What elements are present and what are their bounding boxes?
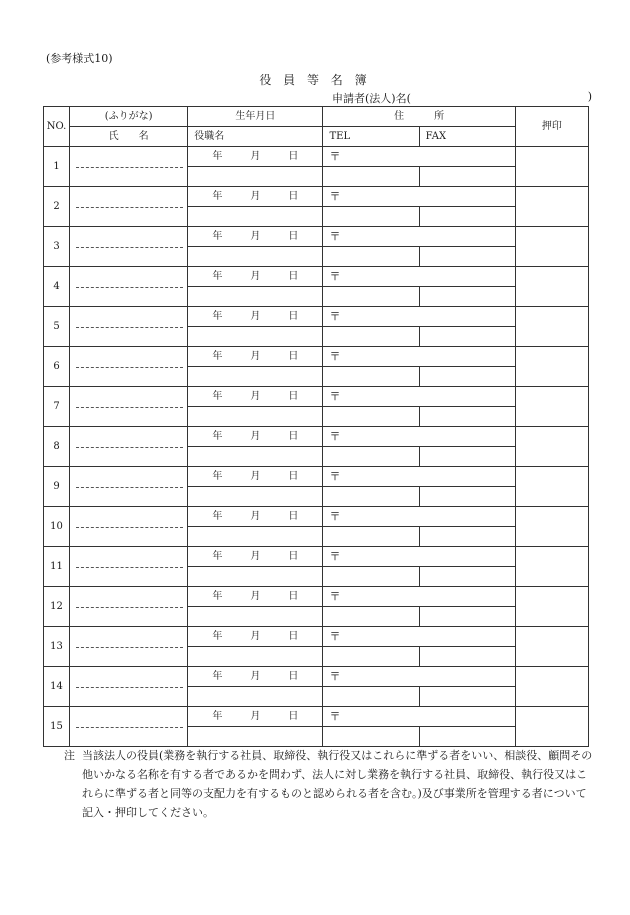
postal-mark: 〒 <box>329 469 341 483</box>
name-field[interactable] <box>70 347 188 387</box>
header-seal: 押印 <box>515 107 588 147</box>
year-label: 年 <box>212 470 223 482</box>
position-field[interactable] <box>188 207 323 227</box>
fax-field[interactable] <box>419 247 515 267</box>
position-field[interactable] <box>188 247 323 267</box>
row-number: 13 <box>44 627 70 667</box>
address-field[interactable] <box>323 667 515 687</box>
tel-field[interactable] <box>323 447 419 467</box>
tel-field[interactable] <box>323 327 419 347</box>
address-field[interactable] <box>323 347 515 367</box>
table-row <box>44 147 589 167</box>
birthdate-field[interactable] <box>188 267 323 287</box>
seal-field[interactable] <box>515 507 588 547</box>
month-label: 月 <box>250 190 261 202</box>
year-label: 年 <box>212 550 223 562</box>
tel-field[interactable] <box>323 247 419 267</box>
table-row <box>44 667 589 687</box>
table-row <box>44 707 589 727</box>
table-row <box>44 547 589 567</box>
furigana-divider <box>76 687 183 688</box>
seal-field[interactable] <box>515 707 588 747</box>
header-name: 氏 名 <box>70 127 188 147</box>
fax-field[interactable] <box>419 487 515 507</box>
fax-field[interactable] <box>419 727 515 747</box>
row-number: 12 <box>44 587 70 627</box>
name-field[interactable] <box>70 467 188 507</box>
furigana-divider <box>76 207 183 208</box>
postal-mark: 〒 <box>329 549 341 563</box>
table-row <box>44 427 589 447</box>
fax-field[interactable] <box>419 527 515 547</box>
seal-field[interactable] <box>515 227 588 267</box>
footnote-marker: 注 <box>64 749 75 762</box>
month-label: 月 <box>250 270 261 282</box>
tel-field[interactable] <box>323 687 419 707</box>
year-label: 年 <box>212 670 223 682</box>
address-field[interactable] <box>323 267 515 287</box>
tel-field[interactable] <box>323 567 419 587</box>
header-tel: TEL <box>323 127 419 147</box>
fax-field[interactable] <box>419 567 515 587</box>
name-field[interactable] <box>70 387 188 427</box>
month-label: 月 <box>250 590 261 602</box>
seal-field[interactable] <box>515 347 588 387</box>
name-field[interactable] <box>70 227 188 267</box>
row-number: 1 <box>44 147 70 187</box>
day-label: 日 <box>288 230 299 242</box>
row-number: 10 <box>44 507 70 547</box>
applicant-name-field[interactable] <box>332 90 592 106</box>
furigana-divider <box>76 287 183 288</box>
postal-mark: 〒 <box>329 349 341 363</box>
position-field[interactable] <box>188 407 323 427</box>
furigana-divider <box>76 527 183 528</box>
table-row <box>44 307 589 327</box>
year-label: 年 <box>212 430 223 442</box>
birthdate-field[interactable] <box>188 587 323 607</box>
seal-field[interactable] <box>515 427 588 467</box>
tel-field[interactable] <box>323 367 419 387</box>
name-field[interactable] <box>70 307 188 347</box>
fax-field[interactable] <box>419 687 515 707</box>
name-field[interactable] <box>70 507 188 547</box>
birthdate-field[interactable] <box>188 307 323 327</box>
seal-field[interactable] <box>515 387 588 427</box>
row-number: 6 <box>44 347 70 387</box>
header-address: 住 所 <box>323 107 515 127</box>
address-field[interactable] <box>323 187 515 207</box>
furigana-divider <box>76 327 183 328</box>
table-row <box>44 627 589 647</box>
tel-field[interactable] <box>323 207 419 227</box>
row-number: 2 <box>44 187 70 227</box>
month-label: 月 <box>250 150 261 162</box>
year-label: 年 <box>212 710 223 722</box>
name-field[interactable] <box>70 147 188 187</box>
month-label: 月 <box>250 390 261 402</box>
row-number: 15 <box>44 707 70 747</box>
fax-field[interactable] <box>419 407 515 427</box>
position-field[interactable] <box>188 287 323 307</box>
month-label: 月 <box>250 710 261 722</box>
year-label: 年 <box>212 150 223 162</box>
seal-field[interactable] <box>515 547 588 587</box>
month-label: 月 <box>250 670 261 682</box>
fax-field[interactable] <box>419 327 515 347</box>
year-label: 年 <box>212 190 223 202</box>
position-field[interactable] <box>188 447 323 467</box>
address-field[interactable] <box>323 547 515 567</box>
day-label: 日 <box>288 430 299 442</box>
day-label: 日 <box>288 390 299 402</box>
fax-field[interactable] <box>419 207 515 227</box>
tel-field[interactable] <box>323 527 419 547</box>
address-field[interactable] <box>323 467 515 487</box>
day-label: 日 <box>288 550 299 562</box>
month-label: 月 <box>250 430 261 442</box>
furigana-divider <box>76 447 183 448</box>
seal-field[interactable] <box>515 667 588 707</box>
month-label: 月 <box>250 350 261 362</box>
row-number: 9 <box>44 467 70 507</box>
position-field[interactable] <box>188 327 323 347</box>
day-label: 日 <box>288 190 299 202</box>
day-label: 日 <box>288 310 299 322</box>
fax-field[interactable] <box>419 647 515 667</box>
postal-mark: 〒 <box>329 189 341 203</box>
birthdate-field[interactable] <box>188 507 323 527</box>
tel-field[interactable] <box>323 407 419 427</box>
furigana-divider <box>76 407 183 408</box>
address-field[interactable] <box>323 627 515 647</box>
year-label: 年 <box>212 270 223 282</box>
birthdate-field[interactable] <box>188 547 323 567</box>
day-label: 日 <box>288 630 299 642</box>
name-field[interactable] <box>70 707 188 747</box>
position-field[interactable] <box>188 727 323 747</box>
day-label: 日 <box>288 470 299 482</box>
month-label: 月 <box>250 310 261 322</box>
day-label: 日 <box>288 270 299 282</box>
day-label: 日 <box>288 590 299 602</box>
furigana-divider <box>76 367 183 368</box>
table-row <box>44 227 589 247</box>
day-label: 日 <box>288 150 299 162</box>
page-title: 役 員 等 名 簿 <box>259 73 371 87</box>
birthdate-field[interactable] <box>188 387 323 407</box>
birthdate-field[interactable] <box>188 667 323 687</box>
name-field[interactable] <box>70 187 188 227</box>
postal-mark: 〒 <box>329 709 341 723</box>
year-label: 年 <box>212 590 223 602</box>
postal-mark: 〒 <box>329 389 341 403</box>
address-field[interactable] <box>323 307 515 327</box>
seal-field[interactable] <box>515 627 588 667</box>
table-row <box>44 387 589 407</box>
name-field[interactable] <box>70 587 188 627</box>
month-label: 月 <box>250 470 261 482</box>
fax-field[interactable] <box>419 167 515 187</box>
position-field[interactable] <box>188 647 323 667</box>
row-number: 11 <box>44 547 70 587</box>
year-label: 年 <box>212 630 223 642</box>
year-label: 年 <box>212 390 223 402</box>
birthdate-field[interactable] <box>188 147 323 167</box>
day-label: 日 <box>288 510 299 522</box>
position-field[interactable] <box>188 607 323 627</box>
postal-mark: 〒 <box>329 309 341 323</box>
tel-field[interactable] <box>323 727 419 747</box>
postal-mark: 〒 <box>329 149 341 163</box>
furigana-divider <box>76 607 183 608</box>
address-field[interactable] <box>323 507 515 527</box>
year-label: 年 <box>212 230 223 242</box>
row-number: 3 <box>44 227 70 267</box>
furigana-divider <box>76 727 183 728</box>
address-field[interactable] <box>323 227 515 247</box>
birthdate-field[interactable] <box>188 187 323 207</box>
birthdate-field[interactable] <box>188 707 323 727</box>
month-label: 月 <box>250 550 261 562</box>
postal-mark: 〒 <box>329 269 341 283</box>
row-number: 7 <box>44 387 70 427</box>
address-field[interactable] <box>323 707 515 727</box>
row-number: 8 <box>44 427 70 467</box>
postal-mark: 〒 <box>329 669 341 683</box>
seal-field[interactable] <box>515 587 588 627</box>
fax-field[interactable] <box>419 607 515 627</box>
day-label: 日 <box>288 670 299 682</box>
tel-field[interactable] <box>323 607 419 627</box>
reference-form-label: (参考様式10) <box>46 52 113 65</box>
fax-field[interactable] <box>419 367 515 387</box>
postal-mark: 〒 <box>329 509 341 523</box>
tel-field[interactable] <box>323 487 419 507</box>
officer-roster-table <box>43 106 589 747</box>
furigana-divider <box>76 167 183 168</box>
seal-field[interactable] <box>515 187 588 227</box>
table-row <box>44 467 589 487</box>
position-field[interactable] <box>188 367 323 387</box>
header-fax: FAX <box>419 127 515 147</box>
footnote <box>64 746 594 822</box>
position-field[interactable] <box>188 527 323 547</box>
name-field[interactable] <box>70 427 188 467</box>
header-birthdate: 生年月日 <box>188 107 323 127</box>
month-label: 月 <box>250 510 261 522</box>
position-field[interactable] <box>188 567 323 587</box>
table-row <box>44 587 589 607</box>
applicant-close-paren: ) <box>587 90 592 103</box>
year-label: 年 <box>212 350 223 362</box>
birthdate-field[interactable] <box>188 627 323 647</box>
birthdate-field[interactable] <box>188 227 323 247</box>
month-label: 月 <box>250 630 261 642</box>
day-label: 日 <box>288 350 299 362</box>
roster-body <box>44 147 589 747</box>
address-field[interactable] <box>323 427 515 447</box>
month-label: 月 <box>250 230 261 242</box>
postal-mark: 〒 <box>329 589 341 603</box>
birthdate-field[interactable] <box>188 467 323 487</box>
furigana-divider <box>76 247 183 248</box>
row-number: 14 <box>44 667 70 707</box>
seal-field[interactable] <box>515 267 588 307</box>
applicant-label: 申請者(法人)名( <box>332 92 411 105</box>
position-field[interactable] <box>188 487 323 507</box>
furigana-divider <box>76 567 183 568</box>
seal-field[interactable] <box>515 467 588 507</box>
name-field[interactable] <box>70 667 188 707</box>
fax-field[interactable] <box>419 447 515 467</box>
table-row <box>44 507 589 527</box>
footnote-text: 当該法人の役員(業務を執行する社員、取締役、執行役又はこれらに準ずる者をいい、相談役、顧問その他いかなる名称を有する者であるかを問わず、法人に対し業務を執行する社員、取締役、執行役又はこれらに準ずる者と同等の支配力を有するものと認められる者を含む。)及び事業所を管理する者について記入・押印してください。 <box>82 749 593 819</box>
name-field[interactable] <box>70 267 188 307</box>
name-field[interactable] <box>70 627 188 667</box>
name-field[interactable] <box>70 547 188 587</box>
seal-field[interactable] <box>515 307 588 347</box>
postal-mark: 〒 <box>329 229 341 243</box>
table-row <box>44 347 589 367</box>
seal-field[interactable] <box>515 147 588 187</box>
day-label: 日 <box>288 710 299 722</box>
furigana-divider <box>76 487 183 488</box>
tel-field[interactable] <box>323 647 419 667</box>
position-field[interactable] <box>188 687 323 707</box>
header-furigana: (ふりがな) <box>70 107 188 127</box>
header-no: NO. <box>44 107 70 147</box>
table-row <box>44 187 589 207</box>
address-field[interactable] <box>323 147 515 167</box>
address-field[interactable] <box>323 387 515 407</box>
header-position: 役職名 <box>188 127 323 147</box>
tel-field[interactable] <box>323 167 419 187</box>
furigana-divider <box>76 647 183 648</box>
postal-mark: 〒 <box>329 629 341 643</box>
row-number: 5 <box>44 307 70 347</box>
tel-field[interactable] <box>323 287 419 307</box>
postal-mark: 〒 <box>329 429 341 443</box>
row-number: 4 <box>44 267 70 307</box>
birthdate-field[interactable] <box>188 427 323 447</box>
address-field[interactable] <box>323 587 515 607</box>
year-label: 年 <box>212 310 223 322</box>
birthdate-field[interactable] <box>188 347 323 367</box>
fax-field[interactable] <box>419 287 515 307</box>
table-row <box>44 267 589 287</box>
position-field[interactable] <box>188 167 323 187</box>
year-label: 年 <box>212 510 223 522</box>
